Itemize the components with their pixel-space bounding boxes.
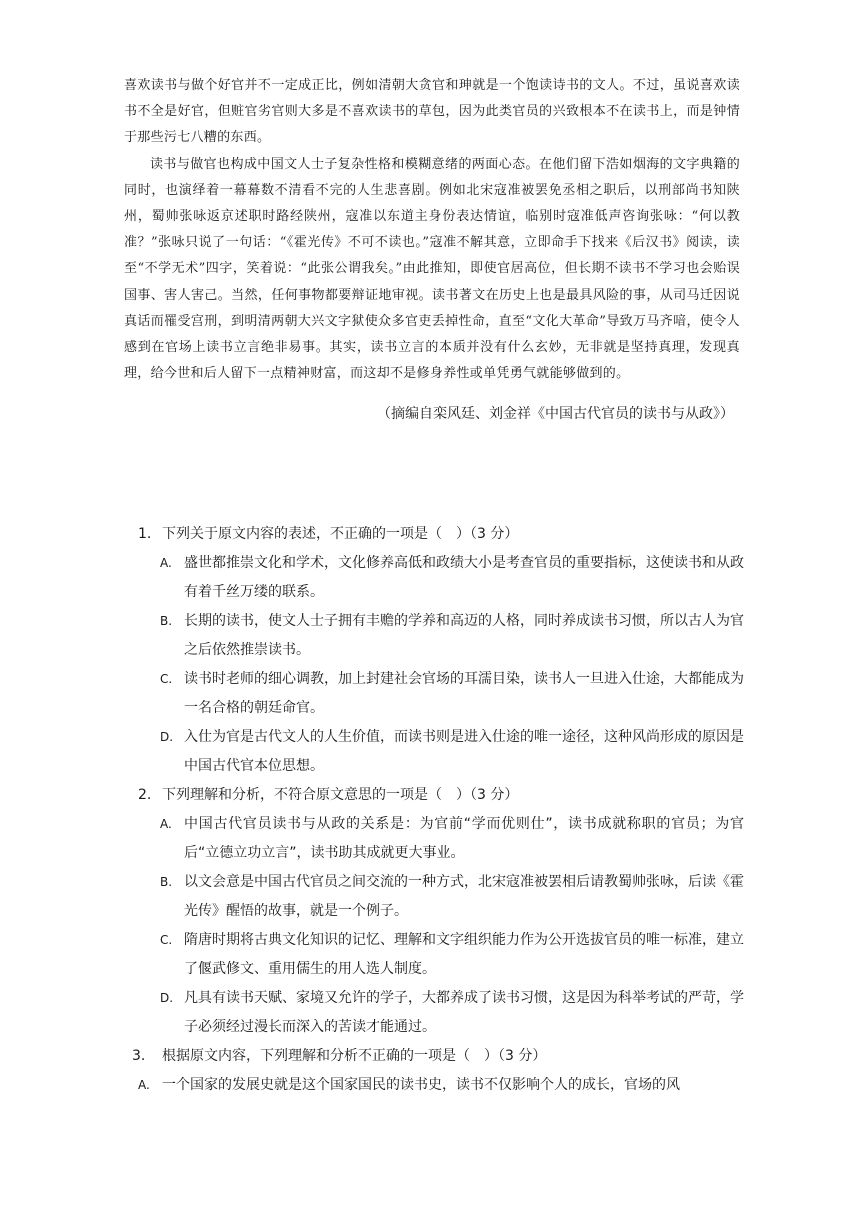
option-letter: A. [160,556,172,570]
option-b [124,607,744,665]
question-stem [124,1042,744,1071]
option-text: 长期的读书，使文人士子拥有丰赡的学养和高迈的人格，同时养成读书习惯，所以古人为官之后依然推崇读书。 [184,613,744,658]
option-letter: B. [160,614,173,628]
question-2 [124,781,744,1042]
option-letter: A. [160,817,172,831]
question-text: 根据原文内容，下列理解和分析不正确的一项是（ ）（3 分） [162,1048,547,1064]
option-text: 入仕为官是古代文人的人生价值，而读书则是进入仕途的唯一途径，这种风尚形成的原因是中国古代官本位思想。 [184,729,744,774]
option-text: 隋唐时期将古典文化知识的记忆、理解和文字组织能力作为公开选拔官员的唯一标准，建立了偃武修文、重用儒生的用人选人制度。 [184,932,744,977]
option-b [124,868,744,926]
option-a [124,1071,744,1100]
option-letter: C. [160,933,173,947]
option-text: 凡具有读书天赋、家境又允许的学子，大都养成了读书习惯，这是因为科举考试的严苛，学子必须经过漫长而深入的苦读才能通过。 [184,990,744,1035]
question-text: 下列关于原文内容的表述，不正确的一项是（ ）（3 分） [162,526,519,542]
passage-paragraph-1: 喜欢读书与做个好官并不一定成正比，例如清朝大贪官和珅就是一个饱读诗书的文人。不过，虽说喜欢读书不全是好官，但赃官劣官则大多是不喜欢读书的草包，因为此类官员的兴致根本不在读书上，而是钟情于那些污七八糟的东西。 [124,78,740,146]
option-text: 盛世都推崇文化和学术，文化修养高低和政绩大小是考查官员的重要指标，这使读书和从政有着千丝万缕的联系。 [184,555,744,600]
option-text: 中国古代官员读书与从政的关系是：为官前“学而优则仕”，读书成就称职的官员；为官后“立德立功立言”，读书助其成就更大事业。 [184,816,744,861]
option-letter: C. [160,672,173,686]
option-letter: D. [160,991,174,1005]
option-a [124,810,744,868]
question-3 [124,1042,744,1100]
reading-passage [124,73,740,427]
question-number: 1. [138,526,152,542]
option-text: 以文会意是中国古代官员之间交流的一种方式，北宋寇准被罢相后请教蜀帅张咏，后读《霍光传》醒悟的故事，就是一个例子。 [184,874,744,919]
question-number: 2. [138,787,152,803]
option-d [124,984,744,1042]
option-c [124,926,744,984]
passage-source: （摘编自栾风廷、刘金祥《中国古代官员的读书与从政》） [377,406,734,423]
question-stem [124,520,744,549]
question-number: 3. [132,1048,146,1064]
question-stem [124,781,744,810]
option-letter: B. [160,875,173,889]
passage-paragraph-2: 读书与做官也构成中国文人士子复杂性格和模糊意绪的两面心态。在他们留下浩如烟海的文字典籍的同时，也演绎着一幕幕数不清看不完的人生悲喜剧。例如北宋寇准被罢免丞相之职后，以刑部尚书知陕州，蜀帅张咏返京述职时路经陕州，寇准以东道主身份表达情谊，临别时寇准低声咨询张咏：“何以教准？”张咏只说了一句话：“《霍光传》不可不读也。”寇准不解其意，立即命手下找来《后汉书》阅读，读至“不学无术”四字，笑着说：“此张公谓我矣。”由此推知，即使官居高位，但长期不读书不学习也会贻误国事、害人害己。当然，任何事物都要辩证地审视。读书著文在历史上也是最具风险的事，从司马迁因说真话而罹受宫刑，到明清两朝大兴文字狱使众多官吏丢掉性命，直至“文化大革命”导致万马齐喑，使令人感到在官场上读书立言绝非易事。其实，读书立言的本质并没有什么玄妙，无非就是坚持真理，发现真理，给今世和后人留下一点精神财富，而这却不是修身养性或单凭勇气就能够做到的。 [124,156,740,382]
option-c [124,665,744,723]
option-a [124,549,744,607]
question-1 [124,520,744,781]
option-letter: D. [160,730,174,744]
option-text: 一个国家的发展史就是这个国家国民的读书史，读书不仅影响个人的成长，官场的风 [162,1077,680,1093]
option-d [124,723,744,781]
question-list [124,520,744,1100]
question-text: 下列理解和分析，不符合原文意思的一项是（ ）（3 分） [162,787,519,803]
option-text: 读书时老师的细心调教，加上封建社会官场的耳濡目染，读书人一旦进入仕途，大都能成为一名合格的朝廷命官。 [184,671,744,716]
option-letter: A. [138,1078,150,1092]
